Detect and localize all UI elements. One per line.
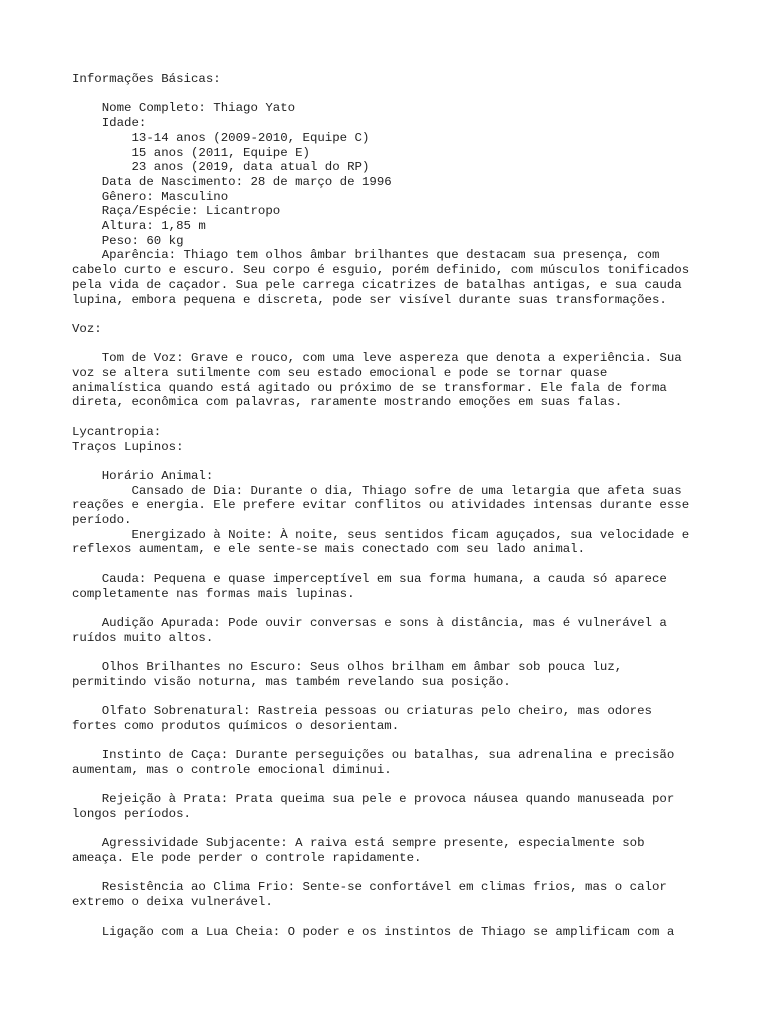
text-line: permitindo visão noturna, mas também revelando sua posição. (72, 674, 511, 689)
text-line: período. (72, 513, 132, 528)
text-line: extremo o deixa vulnerável. (72, 895, 273, 910)
text-line: Raça/Espécie: Licantropo (72, 204, 281, 219)
text-line: Agressividade Subjacente: A raiva está sempre presente, especialmente sob (72, 836, 645, 851)
text-line: 15 anos (2011, Equipe E) (72, 145, 310, 160)
blank-line (72, 87, 712, 102)
text-line: Voz: (72, 321, 102, 336)
text-line: Data de Nascimento: 28 de março de 1996 (72, 174, 392, 189)
text-line: lupina, embora pequena e discreta, pode ser visível durante suas transformações. (72, 292, 667, 307)
blank-line (72, 601, 712, 616)
blank-line (72, 454, 712, 469)
blank-line (72, 689, 712, 704)
text-line: Audição Apurada: Pode ouvir conversas e sons à distância, mas é vulnerável a (72, 615, 667, 630)
text-line: Gênero: Masculino (72, 189, 229, 204)
text-line: reações e energia. Ele prefere evitar conflitos ou atividades intensas durante esse (72, 498, 690, 513)
text-line: Energizado à Noite: À noite, seus sentidos ficam aguçados, sua velocidade e (72, 527, 690, 542)
text-line: Olfato Sobrenatural: Rastreia pessoas ou criaturas pelo cheiro, mas odores (72, 704, 652, 719)
text-line: pela vida de caçador. Sua pele carrega cicatrizes de batalhas antigas, e sua cauda (72, 277, 682, 292)
blank-line (72, 866, 712, 881)
text-line: Olhos Brilhantes no Escuro: Seus olhos brilham em âmbar sob pouca luz, (72, 660, 623, 674)
text-line: ruídos muito altos. (72, 630, 214, 645)
blank-line (72, 337, 712, 352)
blank-line (72, 307, 712, 322)
text-line: reflexos aumentam, e ele sente-se mais conectado com seu lado animal. (72, 542, 586, 557)
blank-line (72, 645, 712, 660)
text-line: Tom de Voz: Grave e rouco, com uma leve aspereza que denota a experiência. Sua (72, 351, 682, 366)
text-line: Cansado de Dia: Durante o dia, Thiago sofre de uma letargia que afeta suas (72, 483, 682, 498)
text-line: fortes como produtos químicos o desorientam. (72, 718, 400, 733)
text-line: Informações Básicas: (72, 72, 221, 86)
text-line: ameaça. Ele pode perder o controle rapidamente. (72, 851, 422, 866)
text-line: animalística quando está agitado ou próximo de se transformar. Ele fala de forma (72, 380, 667, 395)
text-line: 23 anos (2019, data atual do RP) (72, 160, 370, 175)
text-line: Peso: 60 kg (72, 233, 184, 248)
text-line: Resistência ao Clima Frio: Sente-se confortável em climas frios, mas o calor (72, 880, 667, 895)
blank-line (72, 410, 712, 425)
text-line: completamente nas formas mais lupinas. (72, 586, 355, 601)
text-line: Rejeição à Prata: Prata queima sua pele e provoca náusea quando manuseada por (72, 792, 675, 807)
blank-line (72, 910, 712, 925)
text-line: cabelo curto e escuro. Seu corpo é esguio, porém definido, com músculos tonificados (72, 263, 690, 278)
blank-line (72, 734, 712, 749)
text-line: longos períodos. (72, 806, 191, 821)
text-line: Aparência: Thiago tem olhos âmbar brilhantes que destacam sua presença, com (72, 248, 660, 263)
blank-line (72, 778, 712, 793)
text-line: Horário Animal: (72, 468, 214, 483)
text-line: 13-14 anos (2009-2010, Equipe C) (72, 130, 370, 145)
text-line: voz se altera sutilmente com seu estado emocional e pode se tornar quase (72, 366, 608, 381)
text-line: Nome Completo: Thiago Yato (72, 101, 296, 116)
text-line: Instinto de Caça: Durante perseguições ou batalhas, sua adrenalina e precisão (72, 748, 675, 763)
text-line: Lycantropia: (72, 424, 162, 439)
document-page (72, 72, 712, 939)
text-line: Cauda: Pequena e quase imperceptível em sua forma humana, a cauda só aparece (72, 571, 667, 586)
blank-line (72, 557, 712, 572)
text-line: Traços Lupinos: (72, 439, 184, 454)
text-line: Ligação com a Lua Cheia: O poder e os instintos de Thiago se amplificam com a (72, 924, 675, 939)
blank-line (72, 822, 712, 837)
text-line: Altura: 1,85 m (72, 219, 206, 234)
text-line: aumentam, mas o controle emocional diminui. (72, 762, 392, 777)
text-line: Idade: (72, 116, 147, 131)
text-line: direta, econômica com palavras, raramente mostrando emoções em suas falas. (72, 395, 623, 410)
